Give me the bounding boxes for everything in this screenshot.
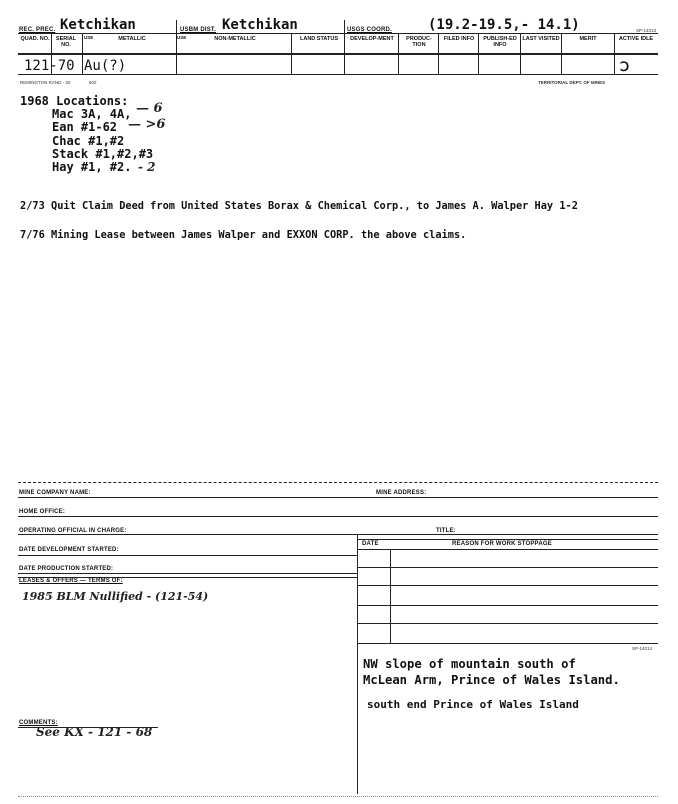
active-idle-header: ACTIVE IDLE <box>618 36 654 42</box>
merit-header: MERIT <box>579 36 597 42</box>
reason-column-header: REASON FOR WORK STOPPAGE <box>452 541 552 547</box>
active-mark: Ↄ <box>620 60 630 75</box>
use2-header: USE <box>177 35 187 40</box>
location-note: - 2 <box>138 160 156 174</box>
leases-label: LEASES & OFFERS — TERMS OF: <box>19 578 123 584</box>
entry-line: 7/76 Mining Lease between James Walper and EXXON CORP. the above claims. <box>20 229 467 241</box>
development-header: DEVELOP-MENT <box>350 36 394 42</box>
comments-label: COMMENTS: <box>19 720 58 726</box>
form-number-2: SP-14014 <box>632 646 653 651</box>
prod-started-label: DATE PRODUCTION STARTED: <box>19 566 114 572</box>
locations-title: 1968 Locations: <box>20 94 129 108</box>
operating-official-label: OPERATING OFFICIAL IN CHARGE: <box>19 528 127 534</box>
production-header: PRODUC-TION <box>406 36 432 48</box>
location-description: NW slope of mountain south of <box>363 657 576 671</box>
quad-no-header: QUAD. NO. <box>20 36 50 42</box>
serial-no-header: SERIAL NO. <box>55 36 77 48</box>
land-status-header: LAND STATUS <box>300 36 338 42</box>
bottom-edge <box>18 796 658 797</box>
published-info-header: PUBLISH-ED INFO <box>483 36 517 48</box>
nonmetallic-header: NON-METALLIC <box>214 36 256 42</box>
location-extra: south end Prince of Wales Island <box>367 698 579 711</box>
mine-address-label: MINE ADDRESS: <box>376 490 427 496</box>
location-item: Ean #1-62 <box>52 120 118 134</box>
form-top-rule <box>18 482 658 483</box>
metallic-value: Au(?) <box>84 58 127 74</box>
form-divider <box>357 534 358 794</box>
location-item: Chac #1,#2 <box>52 134 125 148</box>
home-office-label: HOME OFFICE: <box>19 509 66 515</box>
usgs-coord-value: (19.2-19.5,- 14.1) <box>428 17 580 33</box>
comments-value: See KX - 121 - 68 <box>36 725 153 739</box>
printer-note: REMINGTON RAND - 20 <box>20 80 71 85</box>
serial-value: 121-70 <box>24 58 75 74</box>
location-note: — >6 <box>128 117 166 132</box>
rec-prec-label: REC. PREC. <box>19 27 56 33</box>
location-description: McLean Arm, Prince of Wales Island. <box>363 673 620 687</box>
rec-prec-value: Ketchikan <box>60 17 136 33</box>
date-column-header: DATE <box>362 541 379 547</box>
dev-started-label: DATE DEVELOPMENT STARTED: <box>19 547 119 553</box>
location-item: Mac 3A, 4A, <box>52 107 132 121</box>
form-number: SP-14013 <box>636 28 657 33</box>
location-note: — 6 <box>136 101 163 116</box>
territorial-note: TERRITORIAL DEPT. OF MINES <box>538 80 606 85</box>
filed-info-header: FILED INFO <box>443 36 475 42</box>
mine-company-label: MINE COMPANY NAME: <box>19 490 91 496</box>
usbm-dist-value: Ketchikan <box>222 17 298 33</box>
metallic-header: METALLIC <box>118 36 146 42</box>
use-header: USE <box>84 35 94 40</box>
usbm-dist-label: USBM DIST. <box>180 27 217 33</box>
title-label: TITLE: <box>436 528 456 534</box>
usgs-coord-label: USGS COORD. <box>347 27 392 33</box>
entry-line: 2/73 Quit Claim Deed from United States Borax & Chemical Corp., to James A. Walper Hay 1-2 <box>20 200 578 212</box>
last-visited-header: LAST VISITED <box>522 36 560 42</box>
location-item: Stack #1,#2,#3 <box>52 147 154 161</box>
location-item: Hay #1, #2. <box>52 160 132 174</box>
printer-code: 602 <box>89 80 97 85</box>
lease-note: 1985 BLM Nullified - (121-54) <box>22 590 209 603</box>
